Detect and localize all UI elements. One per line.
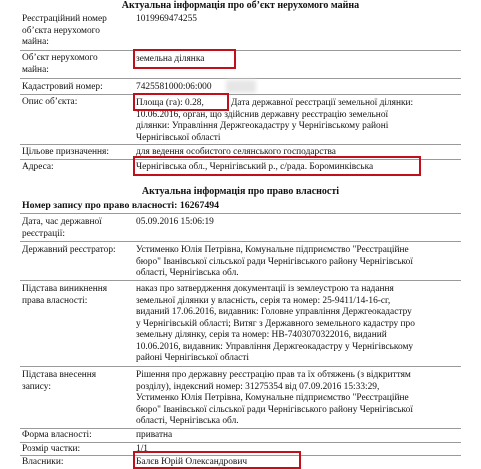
registrar-line-3: області, Чернігівська обл. [136, 268, 239, 278]
entry-basis-line-3: Устименко Юлія Петрівна, Комунальне підприємство "Реєстраційне [136, 393, 409, 403]
area-highlight [133, 93, 229, 111]
row-divider [20, 94, 461, 95]
object-type-label-line-2: майна: [22, 64, 49, 75]
owners-label: Власники: [22, 456, 64, 467]
basis-line-2: земельної ділянки у власність, серія та номер: 25-9411/14-16-сг, [136, 295, 391, 306]
basis-line-1: наказ про затвердження документації із землеустрою та надання [136, 284, 394, 294]
object-type-value: земельна ділянка [136, 54, 205, 64]
description-line-1: Дата державної реєстрації земельної ділянки: [231, 98, 414, 108]
description-label: Опис об’єкта: [22, 97, 78, 107]
basis-label-line-1: Підстава виникнення [22, 284, 108, 294]
owner-highlight [133, 451, 301, 469]
object-type-label-line-1: Об’єкт нерухомого [22, 53, 98, 63]
registrar-line-1: Устименко Юлія Петрівна, Комунальне підприємство "Реєстраційне [136, 245, 409, 255]
registration-number-label-line-2: об’єкта нерухомого [22, 25, 100, 36]
basis-label-line-2: права власності: [22, 295, 88, 306]
ownership-section-heading: Актуальна інформація про право власності [141, 186, 340, 197]
row-divider [20, 366, 461, 367]
description-area: Площа (га): 0.28, [136, 98, 204, 108]
registration-date-label-line-1: Дата, час державної [22, 217, 102, 227]
registrar-label: Державний реєстратор: [22, 245, 116, 255]
registration-date-value: 05.09.2016 15:06:19 [136, 217, 214, 227]
object-type-highlight [133, 49, 236, 69]
entry-basis-line-2: розділу), індексний номер: 31275354 від 07.09.2016 15:33:29, [136, 381, 380, 392]
registration-number-label-line-1: Реєстраційний номер [22, 14, 107, 24]
redacted-blur [226, 80, 256, 93]
basis-line-4: у Чернігівській області; Витяг з Державного земельного кадастру про [136, 318, 415, 329]
registration-date-label-line-2: реєстрації: [22, 228, 65, 239]
row-divider [20, 213, 461, 214]
purpose-label: Цільове призначення: [22, 147, 109, 157]
row-divider [20, 50, 461, 51]
row-divider [20, 428, 461, 429]
basis-line-6: 10.06.2016, видавник: Управління Держгеокадастру у Чернігівському [136, 341, 414, 352]
row-divider [20, 442, 461, 443]
cadastral-number-value: 7425581000:06:000 [136, 82, 212, 92]
address-label: Адреса: [22, 162, 54, 172]
description-line-3: ділянки: Управління Держгеокадастру у Чернігівському районі [136, 121, 389, 131]
entry-basis-line-4: бюро" Іванівської сільської ради Чернігівського району Чернігівської [136, 404, 413, 415]
registrar-line-2: бюро" Іванівської сільської ради Чернігівського району Чернігівської [136, 256, 413, 267]
share-label: Розмір частки: [22, 444, 81, 454]
share-value: 1/1 [136, 444, 148, 454]
entry-basis-label-line-2: запису: [22, 381, 51, 392]
address-highlight [133, 156, 421, 176]
record-number: Номер запису про право власності: 16267494 [22, 200, 220, 211]
entry-basis-line-1: Рішення про державну реєстрацію прав та їх обтяжень (з відкриттям [136, 370, 411, 380]
basis-line-7: районі Чернігівської області [136, 353, 249, 363]
row-divider [20, 280, 461, 281]
address-value: Чернігівська обл., Чернігівський р., с/рада. Бороминківська [136, 162, 374, 172]
basis-line-5: земельну ділянку, серія та номер: НВ-7403070322016, виданий [136, 330, 387, 340]
entry-basis-line-5: області, Чернігівська обл. [136, 416, 239, 426]
row-divider [20, 241, 461, 242]
owners-value: Балєв Юрій Олександрович [136, 456, 248, 467]
description-line-2: 10.06.2016, орган, що здійснив державну реєстрацію земельної [136, 109, 389, 120]
property-section-heading: Актуальна інформація про об’єкт нерухомого майна [121, 0, 360, 11]
ownership-form-value: приватна [136, 430, 173, 440]
registration-number-value: 1019969474255 [136, 14, 197, 24]
row-divider [20, 78, 461, 79]
cadastral-number-label: Кадастровий номер: [22, 82, 103, 92]
basis-line-3: виданий 17.06.2016, видавник: Головне управління Держгеокадастру [136, 307, 412, 317]
entry-basis-label-line-1: Підстава внесення [22, 370, 97, 380]
row-divider [20, 144, 461, 145]
description-line-4: Чернігівської області [136, 132, 221, 143]
ownership-form-label: Форма власності: [22, 430, 92, 440]
purpose-value: для ведення особистого селянського господарства [136, 147, 336, 157]
registration-number-label-line-3: майна: [22, 37, 49, 47]
